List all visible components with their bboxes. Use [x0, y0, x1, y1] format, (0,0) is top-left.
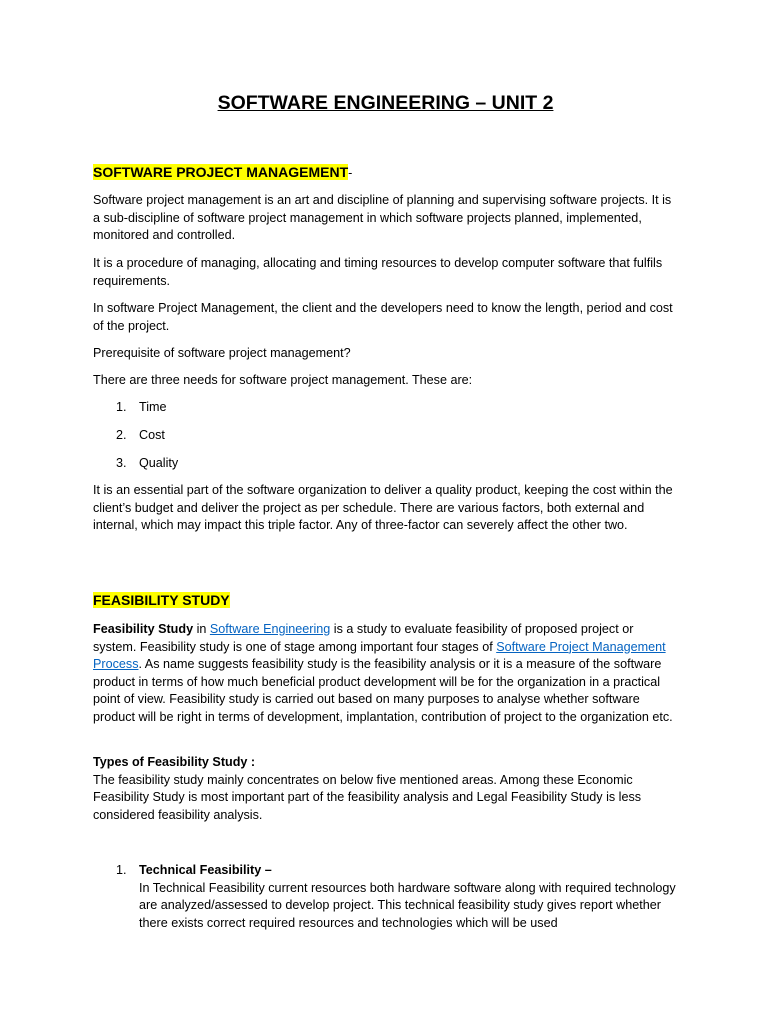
item-title: Technical Feasibility – — [139, 863, 272, 877]
section-heading-feasibility-study — [93, 590, 230, 611]
list-number: 1. — [116, 400, 127, 414]
paragraph-prerequisite: Prerequisite of software project management? — [93, 346, 351, 360]
paragraph-client-developers: In software Project Management, the client and the developers need to know the length, period and cost of the project. — [93, 301, 673, 333]
list-text: Time — [139, 400, 167, 414]
text-run: is a study to evaluate feasibility of proposed project or system. Feasibility study is one of stage among important four stages of — [93, 622, 634, 654]
paragraph-types — [93, 754, 678, 824]
paragraph-essential-part: It is an essential part of the software organization to deliver a quality product, keeping the cost within the client’s budget and deliver the project as per schedule. There are various factors, both external and internal, which may impact this triple factor. Any of three-factor can severely affect the other two. — [93, 483, 673, 533]
highlighted-heading: SOFTWARE PROJECT MANAGEMENT — [93, 164, 349, 180]
subheading-types: Types of Feasibility Study : — [93, 755, 256, 769]
text-run: in — [193, 622, 210, 636]
link-software-engineering[interactable]: Software Engineering — [209, 622, 331, 636]
list-number: 2. — [116, 428, 127, 442]
list-number: 1. — [116, 863, 127, 877]
highlighted-heading: FEASIBILITY STUDY — [93, 592, 230, 608]
paragraph-procedure: It is a procedure of managing, allocating and timing resources to develop computer software that fulfils requirements. — [93, 256, 663, 288]
paragraph-feasibility-definition — [93, 621, 678, 727]
paragraph-definition: Software project management is an art and discipline of planning and supervising software projects. It is a sub-discipline of software project management in which software projects planned, implemented, monitored and controlled. — [93, 193, 672, 243]
link-software-project-management-process[interactable]: Software Project Management Process — [93, 639, 666, 672]
section-heading-project-management — [93, 162, 352, 183]
paragraph-three-needs: There are three needs for software project management. These are: — [93, 373, 473, 387]
bold-term: Feasibility Study — [93, 622, 194, 636]
text-run: . As name suggests feasibility study is the feasibility analysis or it is a measure of the software product in terms of how much beneficial product development will be for the organization in a practical point of view. Feasibility study is carried out based on many purposes to analyse whether software product will be right in terms of development, implantation, contribution of project to the organization etc. — [93, 657, 673, 724]
list-text: Cost — [139, 428, 165, 442]
list-number: 3. — [116, 456, 127, 470]
list-text: Quality — [139, 456, 179, 470]
list-content — [139, 862, 679, 932]
types-text: The feasibility study mainly concentrates on below five mentioned areas. Among these Economic Feasibility Study is most important part of the feasibility analysis and Legal Feasibility Study is less considered feasibility analysis. — [93, 772, 642, 822]
document-title: SOFTWARE ENGINEERING – UNIT 2 — [217, 92, 554, 114]
heading-suffix: - — [348, 166, 353, 180]
item-text: In Technical Feasibility current resources both hardware software along with required technology are analyzed/assessed to develop project. This technical feasibility study gives report whether there exists correct required resources and technologies which will be used — [139, 880, 676, 930]
